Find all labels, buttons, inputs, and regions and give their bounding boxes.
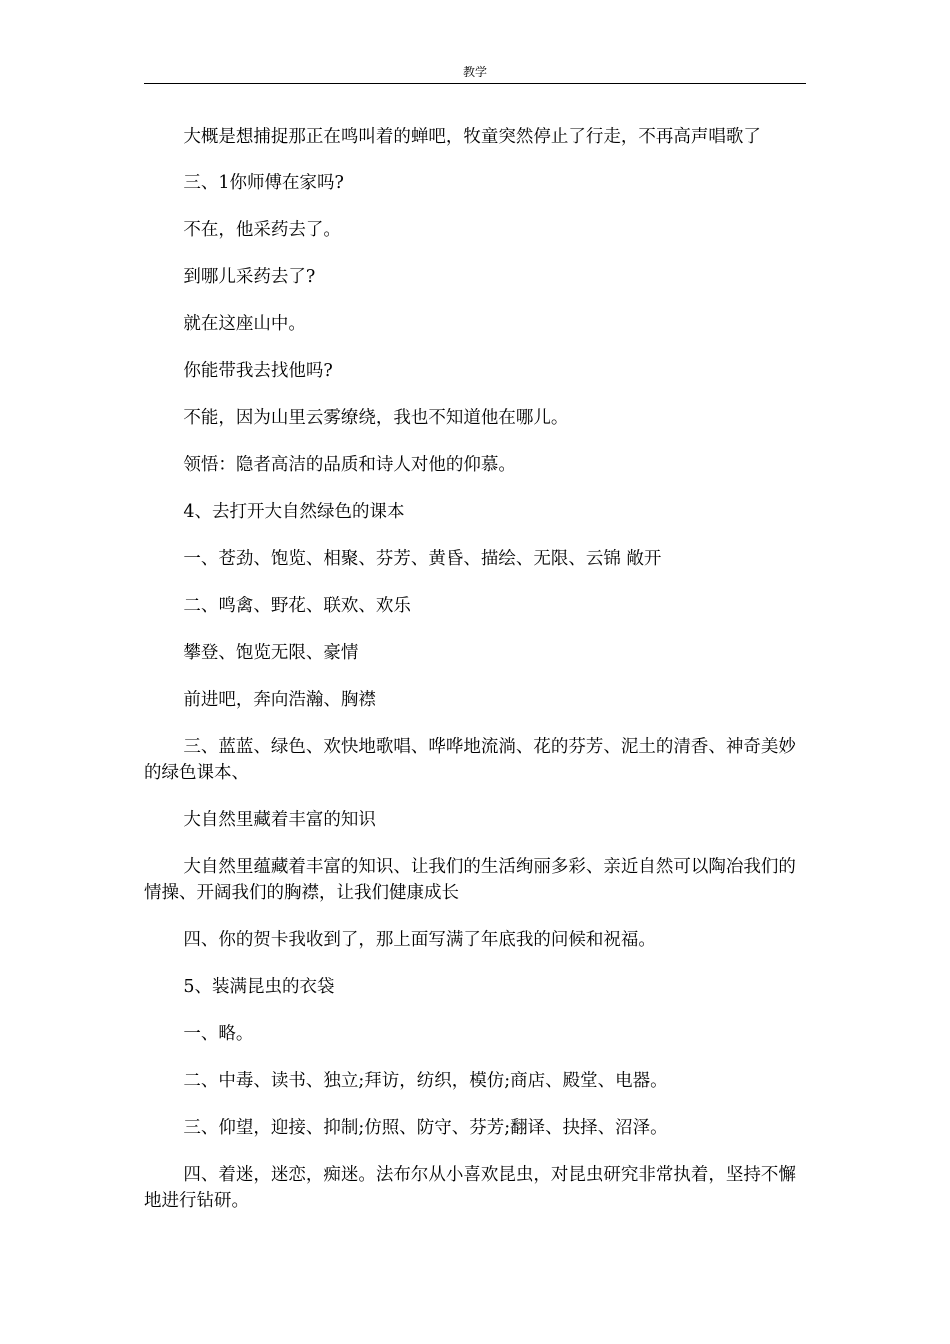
- paragraph-8: 领悟：隐者高洁的品质和诗人对他的仰慕。: [183, 455, 516, 475]
- paragraph-19: 一、略。: [183, 1024, 254, 1044]
- paragraph-9: 4、去打开大自然绿色的课本: [183, 502, 405, 522]
- paragraph-5: 就在这座山中。: [183, 314, 306, 334]
- paragraph-15: 大自然里藏着丰富的知识: [183, 810, 376, 830]
- header-rule: [144, 83, 806, 84]
- paragraph-12: 攀登、饱览无限、豪情: [183, 643, 359, 663]
- paragraph-7: 不能，因为山里云雾缭绕，我也不知道他在哪儿。: [183, 408, 569, 428]
- paragraph-1: 大概是想捕捉那正在鸣叫着的蝉吧，牧童突然停止了行走，不再高声唱歌了: [183, 127, 761, 147]
- paragraph-11: 二、鸣禽、野花、联欢、欢乐: [183, 596, 411, 616]
- paragraph-18: 5、装满昆虫的衣袋: [183, 977, 335, 997]
- paragraph-22: 四、着迷，迷恋，痴迷。法布尔从小喜欢昆虫，对昆虫研究非常执着，坚持不懈地进行钻研。: [144, 1165, 796, 1211]
- paragraph-10: 一、苍劲、饱览、相聚、芬芳、黄昏、描绘、无限、云锦 敞开: [183, 549, 662, 569]
- paragraph-3: 不在，他采药去了。: [183, 220, 341, 240]
- page-header: 教学: [462, 65, 487, 79]
- paragraph-6: 你能带我去找他吗?: [183, 361, 333, 381]
- paragraph-2: 三、1你师傅在家吗?: [183, 173, 344, 193]
- paragraph-16: 大自然里蕴藏着丰富的知识、让我们的生活绚丽多彩、亲近自然可以陶冶我们的情操、开阔我们的胸襟，让我们健康成长: [144, 857, 796, 903]
- paragraph-13: 前进吧，奔向浩瀚、胸襟: [183, 690, 376, 710]
- paragraph-21: 三、仰望，迎接、抑制;仿照、防守、芬芳;翻译、抉择、沼泽。: [183, 1118, 668, 1138]
- paragraph-4: 到哪儿采药去了?: [183, 267, 316, 287]
- document-body: [144, 124, 806, 1214]
- paragraph-14: 三、蓝蓝、绿色、欢快地歌唱、哗哗地流淌、花的芬芳、泥土的清香、神奇美妙的绿色课本、: [144, 737, 796, 783]
- paragraph-17: 四、你的贺卡我收到了，那上面写满了年底我的问候和祝福。: [183, 930, 656, 950]
- paragraph-20: 二、中毒、读书、独立;拜访，纺织，模仿;商店、殿堂、电器。: [183, 1071, 668, 1091]
